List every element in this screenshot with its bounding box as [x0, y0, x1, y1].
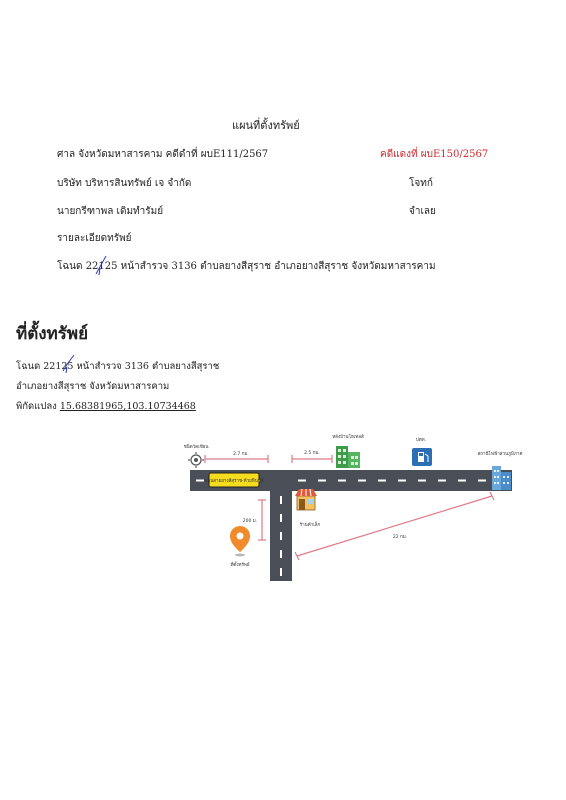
location-pin-icon — [230, 526, 250, 557]
distance-top-label: 2.5 กม. — [304, 451, 320, 456]
gas-station-label: ปตท. — [415, 438, 427, 443]
location-line-2: อำเภอยางสีสุราช จังหวัดมหาสารคาม — [16, 381, 170, 392]
plaintiff-name: บริษัท บริหารสินทรัพย์ เจ จำกัด — [57, 178, 192, 189]
pen-mark-top — [96, 256, 106, 275]
temple-icon — [188, 452, 204, 468]
page-title: แผนที่ตั้งทรัพย์ — [232, 119, 300, 132]
pen-mark-bottom — [63, 355, 74, 373]
coords-label: พิกัดแปลง — [16, 401, 57, 412]
red-case-number: คดีแดงที่ ผบE150/2567 — [380, 149, 489, 160]
location-heading: ที่ตั้งทรัพย์ — [16, 324, 89, 344]
distance-long-label: 22 กม. — [392, 535, 408, 540]
distance-left-label: 2.7 กม. — [233, 452, 249, 457]
shop-label: ร้านค้าเล็ก — [299, 523, 321, 528]
office-building-label: สถานีไฟฟ้าส่วนภูมิภาค — [477, 452, 523, 457]
vertical-road — [270, 470, 292, 581]
road-name-label: ถนนสายยางสีสุราช-ห้วยหินทูลิ — [204, 479, 264, 484]
gas-station-icon — [412, 448, 432, 466]
coords-value: 15.68381965,103.10734468 — [59, 401, 196, 412]
hotel-label: หลังบ้านโฮเทลส์ — [332, 435, 364, 440]
court-case-line: ศาล จังหวัดมหาสารคาม คดีดำที่ ผบE111/2567 — [57, 149, 269, 160]
location-line-1: โฉนด 22125 หน้าสำรวจ 3136 ตำบลยางสีสุราช — [16, 361, 220, 372]
distance-vertical-label: 200 ม. — [242, 519, 258, 524]
hotel-building-icon — [336, 446, 360, 468]
temple-label: ชนิดวัดเขียน — [183, 445, 209, 450]
shop-icon — [295, 489, 317, 510]
defendant-role: จำเลย — [409, 206, 436, 217]
details-label: รายละเอียดทรัพย์ — [57, 233, 132, 244]
defendant-name: นายกรีฑาพล เดิมทำรัมย์ — [57, 206, 164, 217]
deed-line: โฉนด 22125 หน้าสำรวจ 3136 ตำบลยางสีสุราช อำเภอยางสีสุราช จังหวัดมหาสารคาม — [57, 261, 436, 272]
office-building-icon — [492, 466, 511, 490]
plaintiff-role: โจทก์ — [409, 178, 433, 189]
property-label: ที่ตั้งทรัพย์ — [230, 563, 250, 568]
